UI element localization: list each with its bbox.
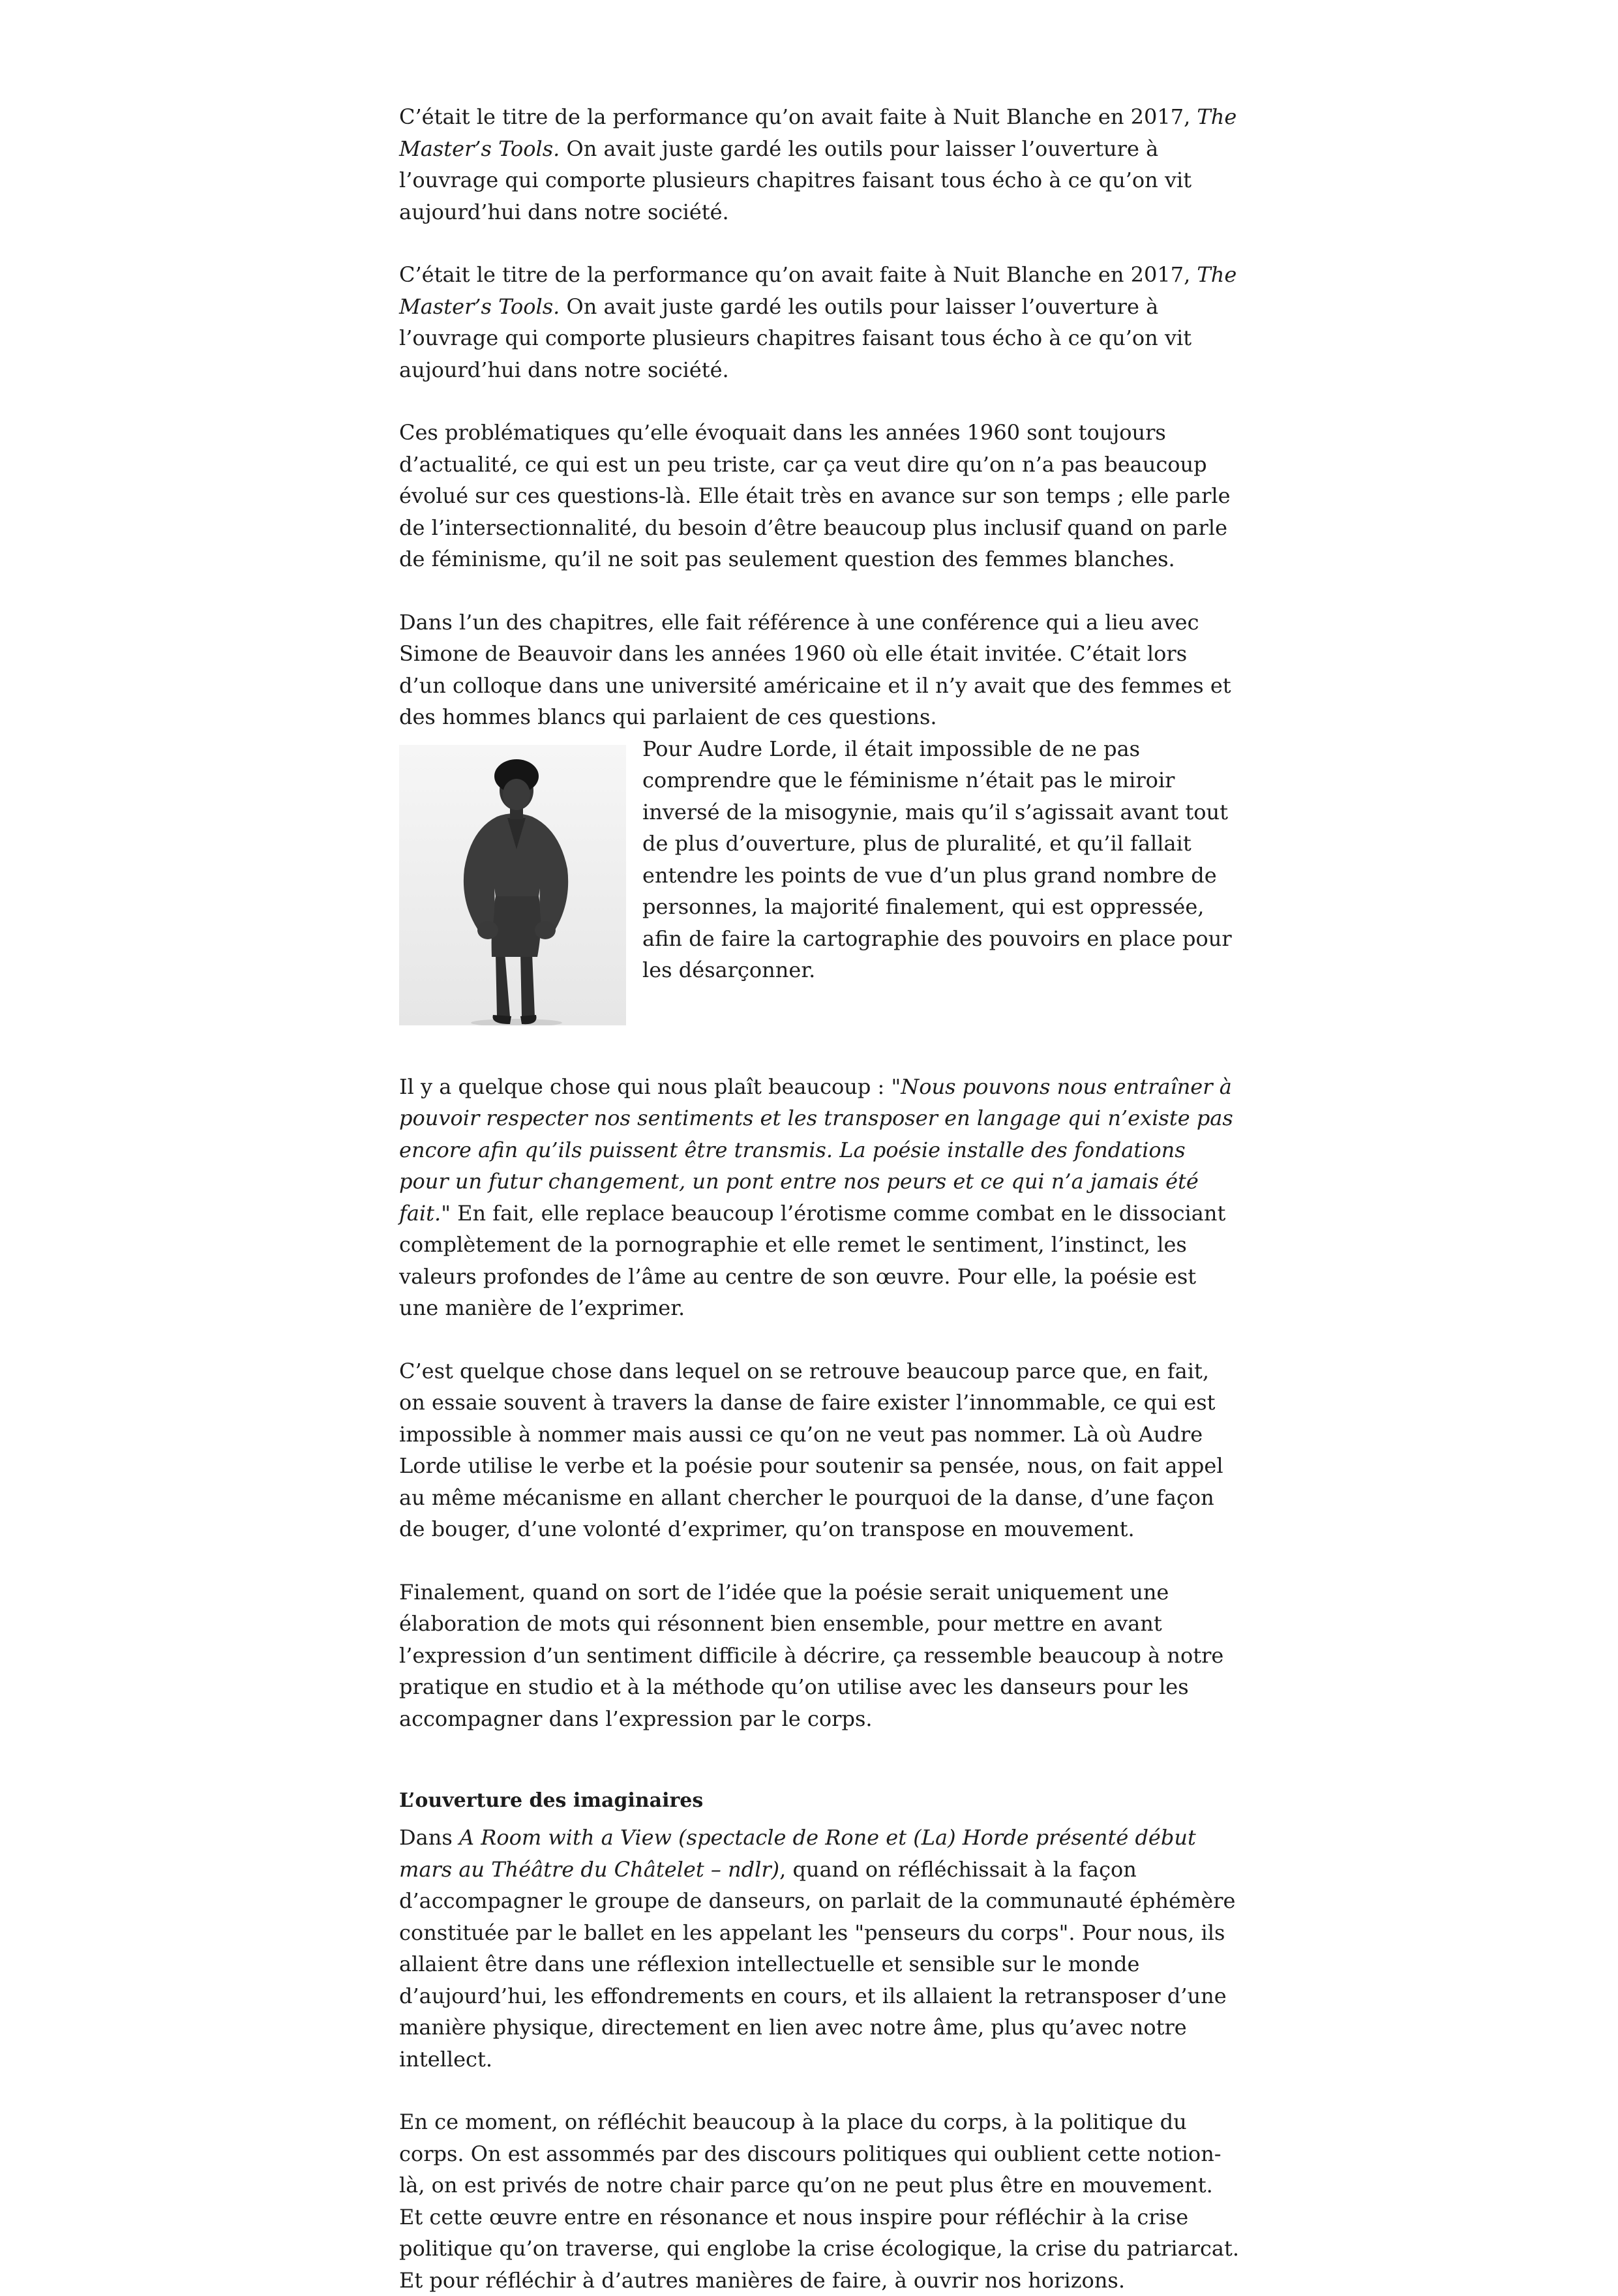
paragraph-9: Dans A Room with a View (spectacle de Rone et (La) Horde présenté début mars au Théâtre du Châtelet – ndlr), quand on réfléchissait à la façon d’accompagner le groupe de danseurs, on parlait de la communauté éphémère constituée par le ballet en les appelant les "penseurs du corps". Pour nous, ils allaient être dans une réflexion intellectuelle et sensible sur le monde d’aujourd’hui, les effondrements en cours, et ils allaient la retransposer d’une manière physique, directement en lien avec notre âme, plus qu’avec notre intellect.: [399, 1825, 1236, 2072]
work-title: The Master’s Tools.: [399, 104, 1237, 161]
work-title: The Master’s Tools.: [399, 262, 1237, 319]
show-title: A Room with a View (spectacle de Rone et (La) Horde présenté début mars au Théâtre du Châtelet – ndlr): [399, 1825, 1196, 1882]
paragraph-6: Il y a quelque chose qui nous plaît beaucoup : "Nous pouvons nous entraîner à pouvoir respecter nos sentiments et les transposer en langage qui n’existe pas encore afin qu’ils puissent être transmis. La poésie installe des fondations pour un futur changement, un pont entre nos peurs et ce qui n’a jamais été fait." En fait, elle replace beaucoup l’érotisme comme combat en le dissociant complètement de la pornographie et elle remet le sentiment, l’instinct, les valeurs profondes de l’âme au centre de son œuvre. Pour elle, la poésie est une manière de l’exprimer.: [399, 1074, 1233, 1320]
article-body: [399, 101, 1240, 2296]
paragraph-2: C’était le titre de la performance qu’on avait faite à Nuit Blanche en 2017, The Master’s Tools. On avait juste gardé les outils pour laisser l’ouverture à l’ouvrage qui comporte plusieurs chapitres faisant tous écho à ce qu’on vit aujourd’hui dans notre société.: [399, 262, 1237, 382]
paragraph-1: C’était le titre de la performance qu’on avait faite à Nuit Blanche en 2017, The Master’s Tools. On avait juste gardé les outils pour laisser l’ouverture à l’ouvrage qui comporte plusieurs chapitres faisant tous écho à ce qu’on vit aujourd’hui dans notre société.: [399, 104, 1237, 224]
paragraph-8: Finalement, quand on sort de l’idée que la poésie serait uniquement une élaboration de mots qui résonnent bien ensemble, pour mettre en avant l’expression d’un sentiment difficile à décrire, ça ressemble beaucoup à notre pratique en studio et à la méthode qu’on utilise avec les danseurs pour les accompagner dans l’expression par le corps.: [399, 1579, 1224, 1731]
paragraph-3: Ces problématiques qu’elle évoquait dans les années 1960 sont toujours d’actualité, ce qui est un peu triste, car ça veut dire qu’on n’a pas beaucoup évolué sur ces questions-là. Elle était très en avance sur son temps ; elle parle de l’intersectionnalité, du besoin d’être beaucoup plus inclusif quand on parle de féminisme, qu’il ne soit pas seulement question des femmes blanches.: [399, 420, 1231, 571]
figure-with-text: [399, 736, 1240, 1025]
paragraph-4: Dans l’un des chapitres, elle fait référence à une conférence qui a lieu avec Simone de Beauvoir dans les années 1960 où elle était invitée. C’était lors d’un colloque dans une université américaine et il n’y avait que des femmes et des hommes blancs qui parlaient de ces questions.: [399, 609, 1231, 729]
quote: "Nous pouvons nous entraîner à pouvoir respecter nos sentiments et les transposer en langage qui n’existe pas encore afin qu’ils puissent être transmis. La poésie installe des fondations pour un futur changement, un pont entre nos peurs et ce qui n’a jamais été fait.": [399, 1074, 1233, 1226]
paragraph-7: C’est quelque chose dans lequel on se retrouve beaucoup parce que, en fait, on essaie souvent à travers la danse de faire exister l’innommable, ce qui est impossible à nommer mais aussi ce qu’on ne veut pas nommer. Là où Audre Lorde utilise le verbe et la poésie pour soutenir sa pensée, nous, on fait appel au même mécanisme en allant chercher le pourquoi de la danse, d’une façon de bouger, d’une volonté d’exprimer, qu’on transpose en mouvement.: [399, 1358, 1223, 1541]
portrait-image: [399, 745, 626, 1025]
audre-lorde-portrait: [399, 745, 626, 1025]
section-heading: L’ouverture des imaginaires: [399, 1789, 704, 1812]
paragraph-5: Pour Audre Lorde, il était impossible de ne pas comprendre que le féminisme n’était pas le miroir inversé de la misogynie, mais qu’il s’agissait avant tout de plus d’ouverture, plus de pluralité, et qu’il fallait entendre les points de vue d’un plus grand nombre de personnes, la majorité finalement, qui est oppressée, afin de faire la cartographie des pouvoirs en place pour les désarçonner.: [642, 736, 1232, 982]
paragraph-10: En ce moment, on réfléchit beaucoup à la place du corps, à la politique du corps. On est assommés par des discours politiques qui oublient cette notion-là, on est privés de notre chair parce qu’on ne peut plus être en mouvement. Et cette œuvre entre en résonance et nous inspire pour réfléchir à la crise politique qu’on traverse, qui englobe la crise écologique, la crise du patriarcat. Et pour réfléchir à d’autres manières de faire, à ouvrir nos horizons.: [399, 2109, 1239, 2293]
